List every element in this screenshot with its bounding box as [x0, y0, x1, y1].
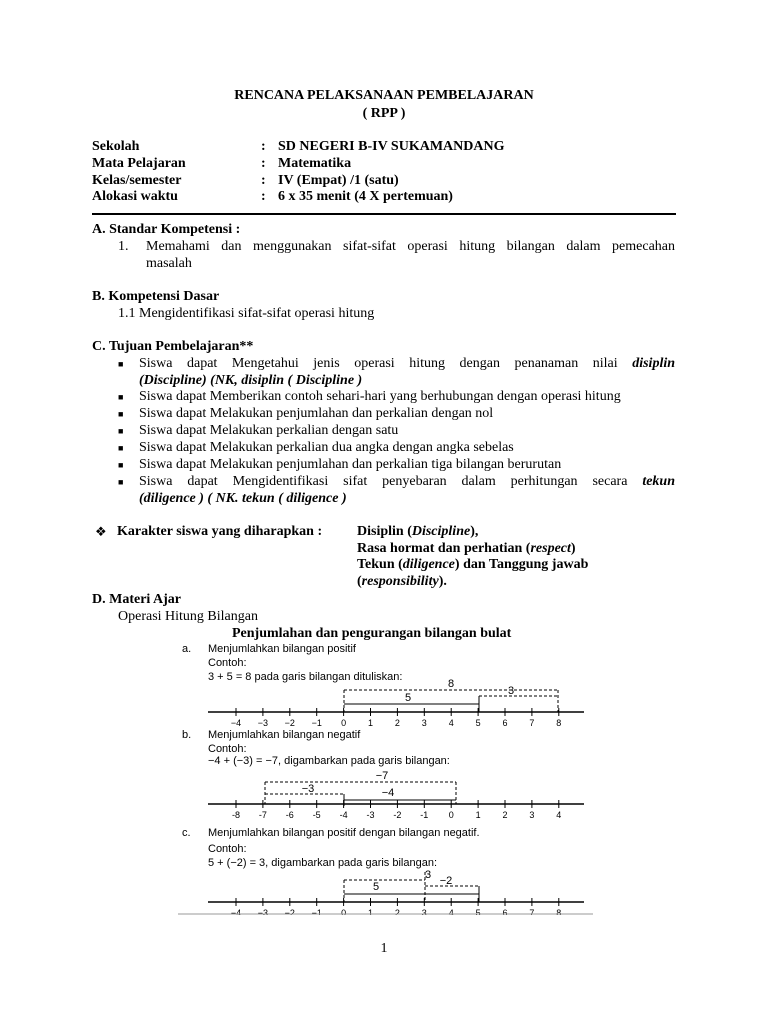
number-line-tick-label: 7 — [529, 718, 535, 728]
part-a-contoh: Contoh: — [208, 657, 247, 669]
bullet-icon: ■ — [118, 426, 124, 436]
number-line-tick-label: 6 — [502, 718, 508, 728]
arc-a-1-label: 5 — [404, 692, 412, 704]
page-number: 1 — [380, 941, 388, 956]
number-line-tick-label: -5 — [312, 810, 321, 820]
objective-item-cont: (diligence ) ( NK. tekun ( diligence ) — [139, 491, 347, 506]
identity-label: Kelas/semester — [92, 173, 182, 188]
number-line-tick-label: 3 — [421, 718, 427, 728]
identity-value: 6 x 35 menit (4 X pertemuan) — [278, 189, 453, 204]
karakter-value: Disiplin (Discipline), — [357, 524, 479, 539]
identity-label: Sekolah — [92, 139, 140, 154]
divider-rule — [92, 213, 676, 215]
identity-value: IV (Empat) /1 (satu) — [278, 173, 399, 188]
number-line-tick-label: -1 — [420, 810, 429, 820]
number-line-tick-label: 1 — [367, 908, 374, 915]
section-a-heading: A. Standar Kompetensi : — [92, 222, 241, 237]
arc-a-2-label: 3 — [507, 685, 515, 697]
number-line-tick-label: 8 — [556, 908, 562, 915]
number-line-tick-label: 3 — [421, 908, 427, 915]
arc-total-b-label: −7 — [375, 770, 389, 782]
karakter-value: Tekun (diligence) dan Tanggung jawab — [357, 557, 589, 572]
objective-item: Siswa dapat Melakukan penjumlahan dan perkalian dengan nol — [139, 406, 494, 421]
bullet-icon: ■ — [118, 443, 124, 453]
part-c-contoh: Contoh: — [208, 843, 247, 855]
number-line-a — [208, 708, 584, 728]
karakter-value: (responsibility). — [357, 574, 447, 589]
document-subtitle: ( RPP ) — [362, 106, 406, 121]
part-a-title: Menjumlahkan bilangan positif — [208, 643, 356, 655]
number-line-tick-label: 0 — [448, 810, 454, 820]
arc-b-1-label: −3 — [301, 783, 315, 795]
number-line-tick-label: −1 — [311, 718, 322, 728]
document-title: RENCANA PELAKSANAAN PEMBELAJARAN — [234, 88, 534, 103]
objective-item-cont: (Discipline) (NK, disiplin ( Discipline ) — [139, 373, 363, 388]
arc-total-a-label: 8 — [447, 678, 455, 690]
figure-title: Penjumlahan dan pengurangan bilangan bulat — [232, 626, 512, 641]
number-line-tick-label: 5 — [475, 718, 481, 728]
number-line-tick-label: 2 — [502, 810, 508, 820]
section-d-sub: Operasi Hitung Bilangan — [118, 609, 258, 624]
part-c-expression: 5 + (−2) = 3, digambarkan pada garis bilangan: — [208, 857, 438, 869]
number-line-tick-label: -7 — [258, 810, 267, 820]
number-line-tick-label: -6 — [285, 810, 294, 820]
number-line-tick-label: -2 — [393, 810, 402, 820]
part-c-label: c. — [182, 827, 191, 839]
objective-item: Siswa dapat Melakukan penjumlahan dan perkalian tiga bilangan berurutan — [139, 457, 562, 472]
number-line-figure — [178, 640, 598, 915]
number-line-tick-label: 2 — [394, 718, 400, 728]
number-line-tick-label: −4 — [230, 718, 242, 728]
number-line-b — [208, 800, 584, 820]
part-b-title: Menjumlahkan bilangan negatif — [208, 729, 361, 741]
identity-colon: : — [261, 139, 266, 154]
objective-item: Siswa dapat Mengidentifikasi sifat penyebaran dalam perhitungan secara tekun — [139, 474, 676, 489]
part-a-expression: 3 + 5 = 8 pada garis bilangan dituliskan: — [208, 671, 403, 683]
number-line-tick-label: 4 — [556, 810, 562, 820]
identity-label: Mata Pelajaran — [92, 156, 186, 171]
arc-c-1-label: 5 — [372, 881, 380, 893]
section-b-item: 1.1 Mengidentifikasi sifat-sifat operasi hitung — [118, 306, 375, 321]
number-line-tick-label: 2 — [394, 908, 400, 915]
number-line-tick-label: 6 — [502, 908, 508, 915]
karakter-value: Rasa hormat dan perhatian (respect) — [357, 541, 576, 556]
objective-item: Siswa dapat Melakukan perkalian dengan satu — [139, 423, 399, 438]
part-b-contoh: Contoh: — [208, 743, 247, 755]
number-line-tick-label: 1 — [475, 810, 481, 820]
part-b-expression: −4 + (−3) = −7, digambarkan pada garis bilangan: — [208, 755, 450, 767]
identity-label: Alokasi waktu — [92, 189, 178, 204]
diamond-bullet-icon: ❖ — [95, 524, 107, 539]
identity-value: SD NEGERI B-IV SUKAMANDANG — [278, 139, 505, 154]
objective-item: Siswa dapat Mengetahui jenis operasi hitung dengan penanaman nilai disiplin — [139, 356, 676, 371]
bullet-icon: ■ — [118, 477, 124, 487]
identity-colon: : — [261, 173, 266, 188]
number-line-tick-label: 8 — [556, 718, 562, 728]
arc-total-c-label: 3 — [424, 869, 432, 881]
number-line-tick-label: −2 — [284, 718, 295, 728]
number-line-tick-label: 5 — [475, 908, 481, 915]
number-line-tick-label: -8 — [231, 810, 241, 820]
number-line-tick-label: −2 — [284, 908, 295, 915]
number-line-tick-label: −4 — [230, 908, 242, 915]
number-line-tick-label: -4 — [339, 810, 348, 820]
number-line-tick-label: 4 — [448, 718, 454, 728]
section-a-number: 1. — [118, 239, 129, 254]
number-line-tick-label: -3 — [366, 810, 375, 820]
identity-value: Matematika — [278, 156, 352, 171]
karakter-label: Karakter siswa yang diharapkan : — [117, 524, 323, 539]
section-a-text: Memahami dan menggunakan sifat-sifat operasi hitung bilangan dalam pemecahan — [146, 239, 675, 254]
identity-colon: : — [261, 189, 266, 204]
number-line-tick-label: 0 — [341, 718, 347, 728]
part-c-title: Menjumlahkan bilangan positif dengan bilangan negatif. — [208, 827, 480, 839]
identity-colon: : — [261, 156, 266, 171]
number-line-tick-label: 1 — [367, 718, 374, 728]
objective-item: Siswa dapat Memberikan contoh sehari-hari yang berhubungan dengan operasi hitung — [139, 389, 621, 404]
number-line-c — [208, 898, 584, 915]
arc-c-2-label: −2 — [439, 875, 453, 887]
number-line-tick-label: 4 — [448, 908, 454, 915]
section-b-heading: B. Kompetensi Dasar — [92, 289, 220, 304]
number-line-tick-label: 3 — [529, 810, 535, 820]
number-line-tick-label: −3 — [257, 908, 269, 915]
objective-item: Siswa dapat Melakukan perkalian dua angka dengan angka sebelas — [139, 440, 514, 455]
part-b-label: b. — [182, 729, 192, 741]
section-c-heading: C. Tujuan Pembelajaran** — [92, 339, 254, 354]
bullet-icon: ■ — [118, 460, 124, 470]
section-d-heading: D. Materi Ajar — [92, 592, 182, 607]
section-a-text-cont: masalah — [146, 256, 192, 271]
bullet-icon: ■ — [118, 409, 124, 419]
number-line-tick-label: 0 — [341, 908, 347, 915]
part-a-label: a. — [182, 643, 192, 655]
bullet-icon: ■ — [118, 359, 124, 369]
bullet-icon: ■ — [118, 392, 124, 402]
arc-b-2-label: −4 — [381, 787, 395, 799]
number-line-tick-label: −1 — [311, 908, 322, 915]
number-line-tick-label: −3 — [257, 718, 269, 728]
number-line-tick-label: 7 — [529, 908, 535, 915]
